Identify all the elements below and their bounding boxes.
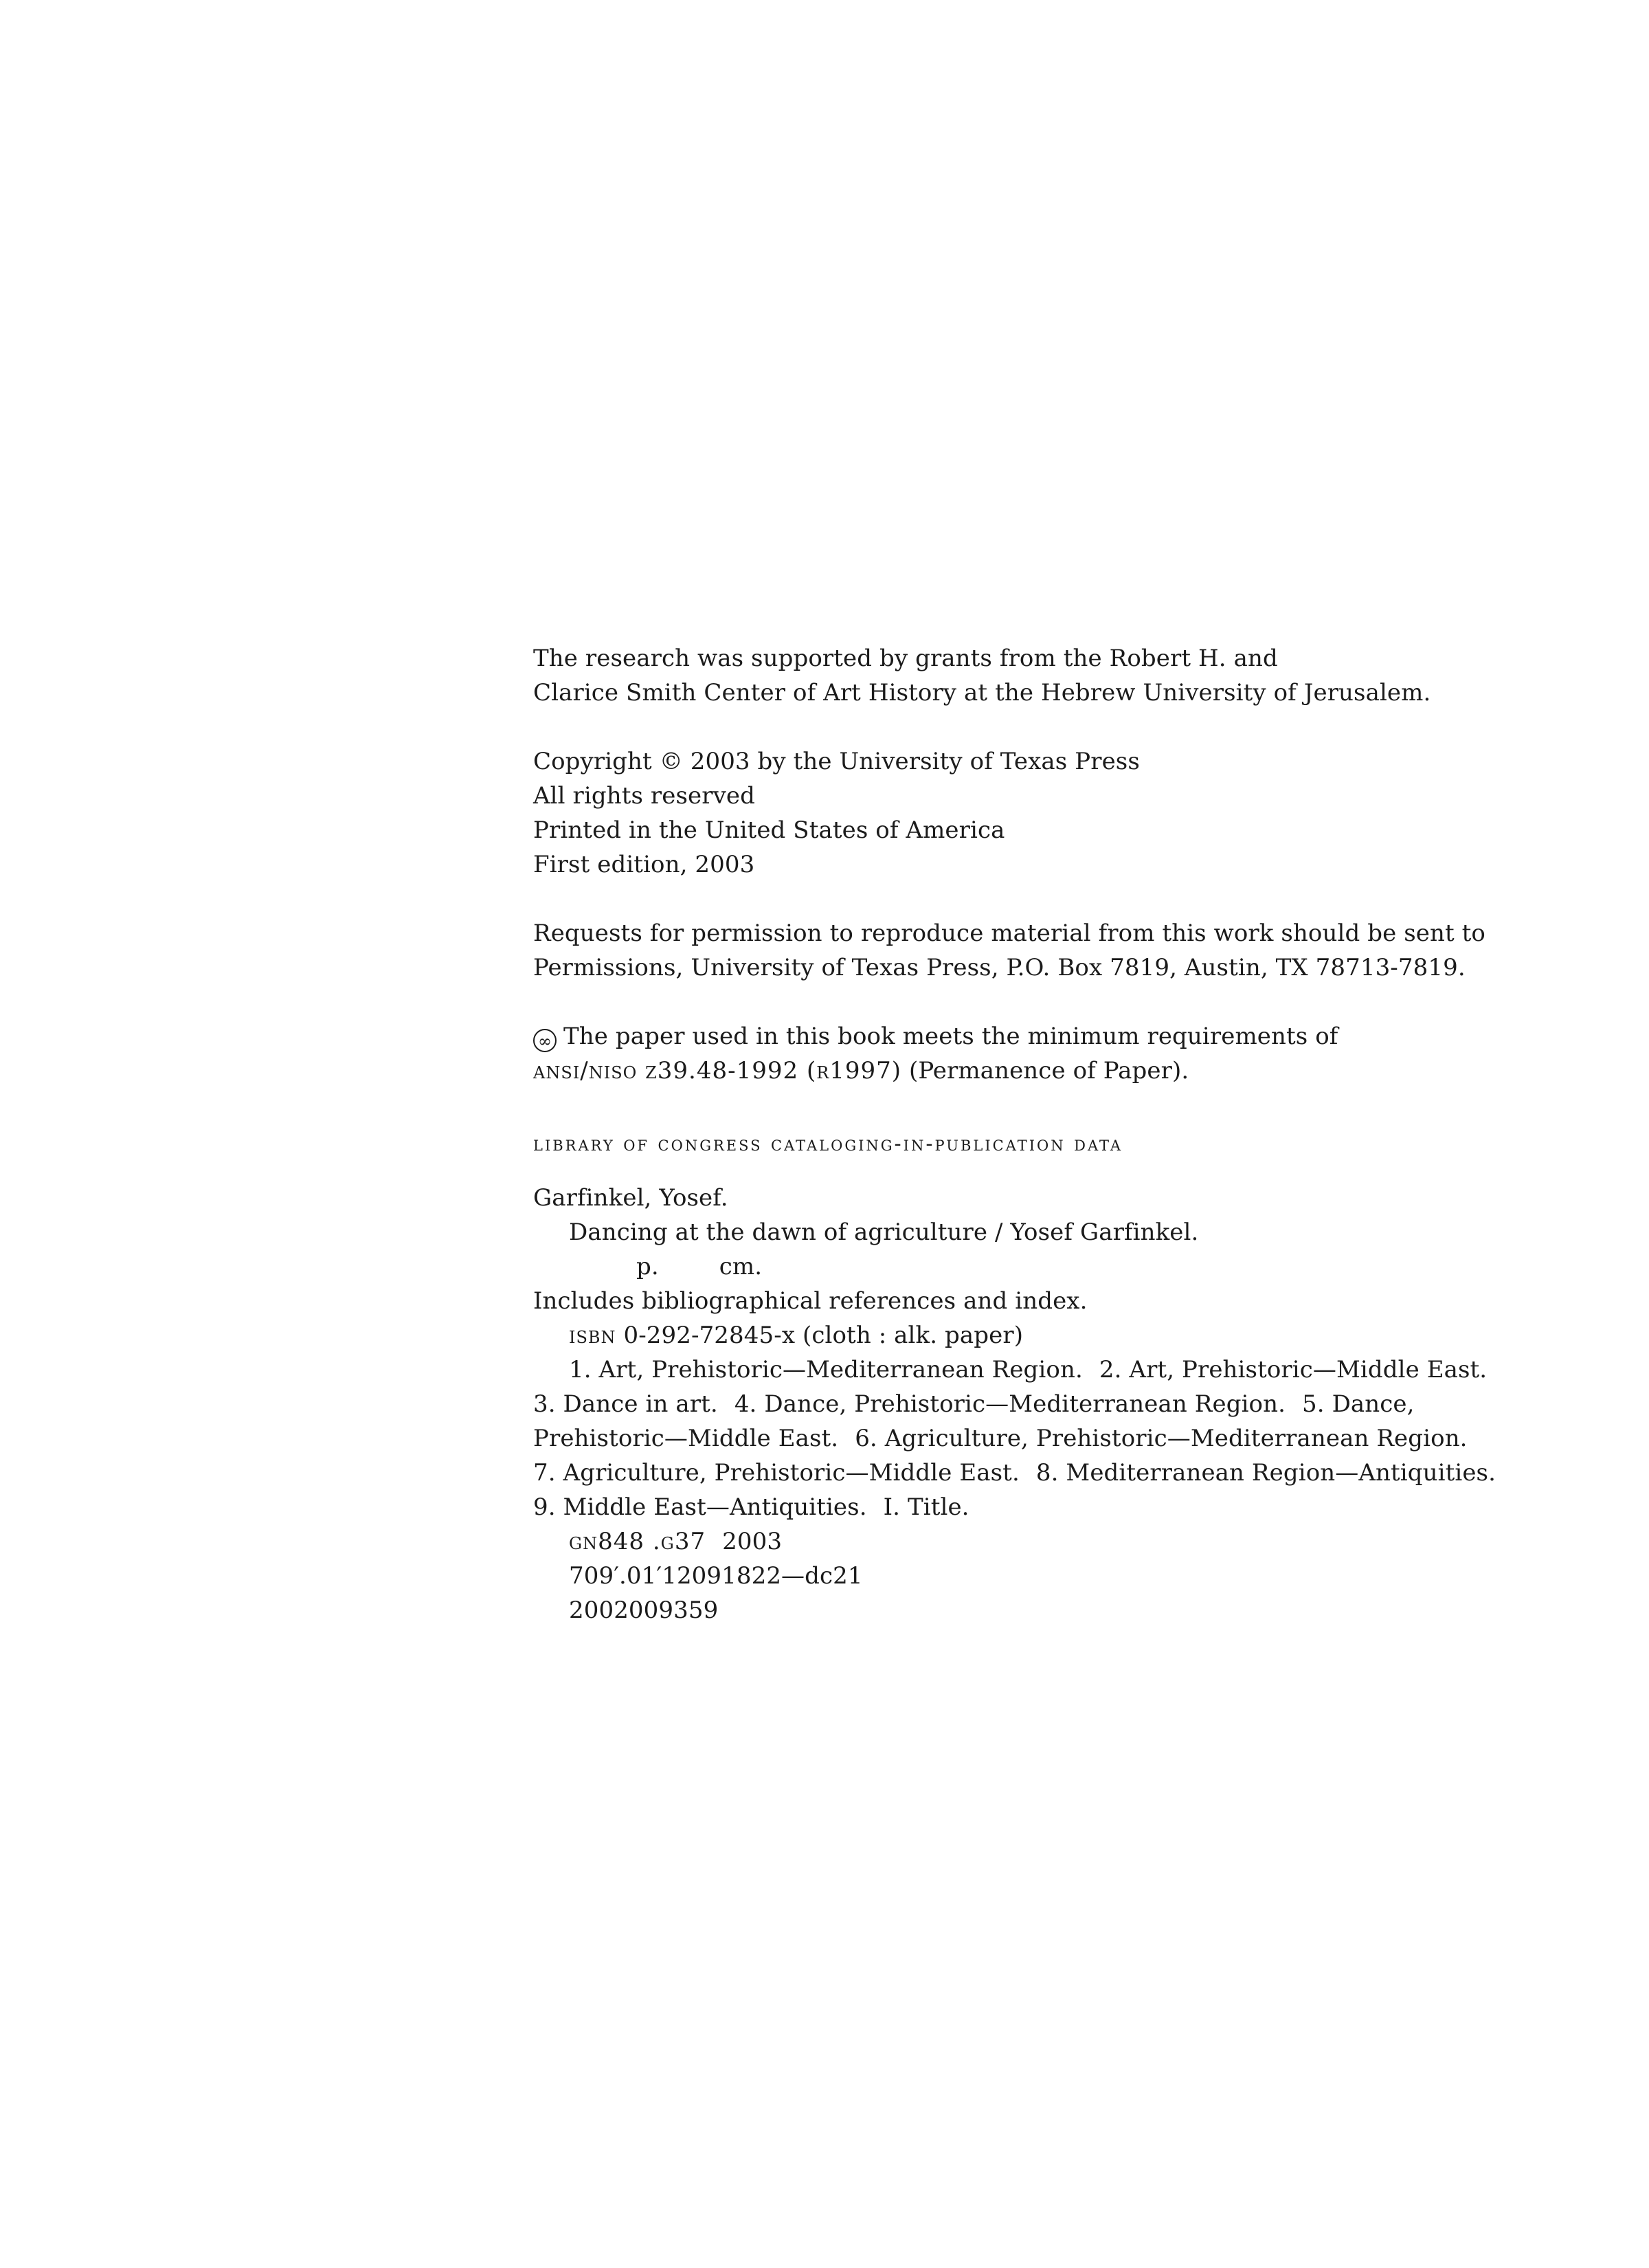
cip-dewey: 709′.01′12091822—dc21 [569, 1562, 863, 1590]
cip-lcc [533, 1524, 1454, 1559]
cip-author: Garfinkel, Yosef. [533, 1184, 728, 1212]
copyright-line: Copyright © 2003 by the University of Texas Press [533, 748, 1140, 775]
isbn-value: 0-292-72845-x (cloth : alk. paper) [616, 1322, 1024, 1349]
cip-subjects-3 [533, 1421, 1468, 1456]
support-line-1: The research was supported by grants from the Robert H. and [533, 645, 1278, 672]
copyright-statement [533, 744, 1454, 882]
cip-heading-block [533, 1127, 1454, 1161]
subject-5a: 5. Dance, [1302, 1390, 1415, 1418]
subject-8: 8. Mediterranean Region—Antiquities. [1035, 1459, 1496, 1487]
isbn-label: isbn [569, 1322, 616, 1349]
paper-line-2 [533, 1054, 1454, 1088]
permissions-line-1: Requests for permission to reproduce material from this work should be sent to [533, 920, 1485, 947]
printed-line: Printed in the United States of America [533, 816, 1005, 844]
permissions-statement [533, 916, 1485, 985]
cip-subjects-4 [533, 1456, 1496, 1490]
title-entry: I. Title. [883, 1493, 969, 1521]
support-statement [533, 641, 1454, 710]
cip-subjects-2 [533, 1387, 1454, 1421]
paper-standard: ansi/niso z39.48-1992 (r1997) [533, 1057, 902, 1085]
paper-line-1 [533, 1019, 1454, 1054]
infinity-in-circle-icon: ∞ [533, 1029, 557, 1052]
cip-record [533, 1181, 1496, 1627]
support-line-2: Clarice Smith Center of Art History at the Hebrew University of Jerusalem. [533, 679, 1431, 707]
permissions-line-2: Permissions, University of Texas Press, P.O. Box 7819, Austin, TX 78713-7819. [533, 954, 1466, 981]
cip-includes: Includes bibliographical references and index. [533, 1287, 1088, 1315]
cip-cm: cm. [719, 1253, 763, 1280]
edition-line: First edition, 2003 [533, 851, 755, 878]
cip-subjects-1 [533, 1353, 1488, 1387]
rights-line: All rights reserved [533, 782, 756, 810]
subject-6: 6. Agriculture, Prehistoric—Mediterranean Region. [855, 1425, 1468, 1452]
cip-title: Dancing at the dawn of agriculture / Yosef Garfinkel. [569, 1219, 1199, 1246]
cip-heading: library of congress cataloging-in-publication data [533, 1132, 1123, 1156]
paper-text-2: (Permanence of Paper). [901, 1057, 1189, 1085]
paper-statement [533, 1019, 1454, 1088]
subject-3: 3. Dance in art. [533, 1390, 718, 1418]
cip-subjects-5 [533, 1490, 1454, 1524]
subject-5b: Prehistoric—Middle East. [533, 1425, 839, 1452]
cip-isbn [533, 1318, 1454, 1353]
cip-physical [533, 1249, 1454, 1284]
lcc-year: 2003 [722, 1528, 783, 1555]
subject-2: 2. Art, Prehistoric—Middle East. [1099, 1356, 1488, 1383]
subject-9: 9. Middle East—Antiquities. [533, 1493, 867, 1521]
subject-7: 7. Agriculture, Prehistoric—Middle East. [533, 1459, 1020, 1487]
subject-1: 1. Art, Prehistoric—Mediterranean Region. [569, 1356, 1083, 1383]
paper-text-1: The paper used in this book meets the minimum requirements of [563, 1023, 1338, 1050]
lcc-class: gn848 .g37 [569, 1528, 706, 1555]
cip-p: p. [636, 1253, 659, 1280]
cip-lccn: 2002009359 [569, 1597, 719, 1624]
subject-4: 4. Dance, Prehistoric—Mediterranean Region. [734, 1390, 1286, 1418]
